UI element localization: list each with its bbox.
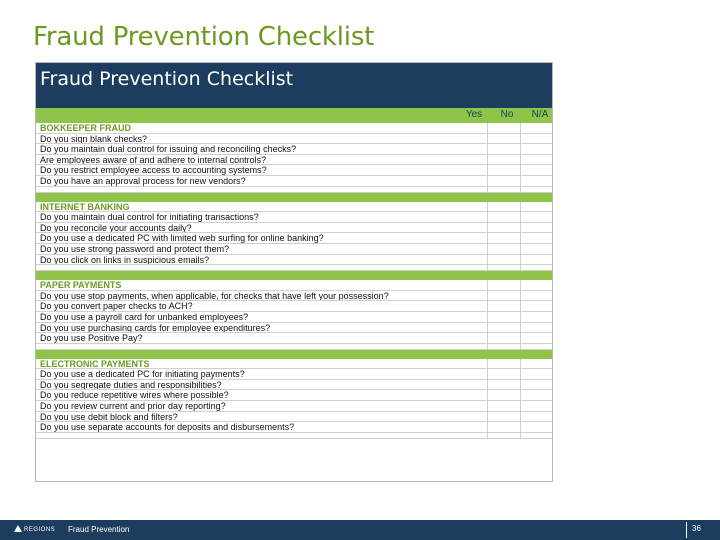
- question-text: Do you use stop payments, when applicable, for checks that have left your possession?: [40, 290, 389, 301]
- footer-divider: [686, 522, 687, 538]
- section-spacer: [36, 187, 552, 193]
- answer-cell-no[interactable]: [520, 412, 552, 422]
- checklist-row: [36, 223, 552, 234]
- checklist-row: [36, 312, 552, 323]
- checklist-row: [36, 333, 552, 344]
- section-heading: [36, 202, 552, 213]
- checklist-row: [36, 244, 552, 255]
- sheet-title: Fraud Prevention Checklist: [36, 63, 552, 108]
- section-heading: [36, 359, 552, 370]
- answer-cell-no[interactable]: [520, 369, 552, 379]
- checklist-row: [36, 212, 552, 223]
- answer-cell-yes[interactable]: [487, 390, 520, 400]
- section-heading: [36, 123, 552, 134]
- question-text: Do you use purchasing cards for employee expenditures?: [40, 322, 271, 333]
- section-divider-bar: [36, 193, 552, 202]
- answer-cell-yes[interactable]: [487, 323, 520, 333]
- checklist-row: [36, 233, 552, 244]
- answer-cell-yes[interactable]: [487, 255, 520, 265]
- question-text: Do you review current and prior day reporting?: [40, 401, 226, 412]
- section-heading-text: PAPER PAYMENTS: [40, 280, 122, 291]
- answer-cell-no[interactable]: [520, 155, 552, 165]
- question-text: Do you convert paper checks to ACH?: [40, 301, 193, 312]
- answer-cell-yes[interactable]: [487, 134, 520, 144]
- answer-cell-no[interactable]: [520, 291, 552, 301]
- checklist-body: [36, 123, 552, 439]
- page-number: 36: [692, 524, 701, 533]
- answer-cell-yes[interactable]: [487, 223, 520, 233]
- checklist-row: [36, 369, 552, 380]
- question-text: Do you use Positive Pay?: [40, 333, 143, 344]
- answer-cell-yes[interactable]: [487, 233, 520, 243]
- logo-triangle-icon: [14, 525, 22, 532]
- answer-cell-yes[interactable]: [487, 291, 520, 301]
- section-spacer: [36, 265, 552, 271]
- answer-cell-no[interactable]: [520, 422, 552, 432]
- answer-cell-no: [520, 123, 552, 133]
- answer-cell-yes[interactable]: [487, 422, 520, 432]
- answer-cell-no[interactable]: [520, 223, 552, 233]
- answer-cell-yes[interactable]: [487, 312, 520, 322]
- answer-cell-no: [520, 280, 552, 290]
- section-divider-bar: [36, 271, 552, 280]
- checklist-row: [36, 380, 552, 391]
- section-heading-text: ELECTRONIC PAYMENTS: [40, 358, 150, 369]
- question-text: Do you use debit block and filters?: [40, 411, 178, 422]
- answer-cell-yes[interactable]: [487, 244, 520, 254]
- answer-cell-no[interactable]: [520, 323, 552, 333]
- footer-bar: [0, 520, 720, 540]
- checklist-sheet: [35, 62, 553, 482]
- footer-label: Fraud Prevention: [68, 525, 130, 534]
- question-text: Do you maintain dual control for issuing and reconciling checks?: [40, 144, 297, 155]
- section-spacer: [36, 344, 552, 350]
- checklist-row: [36, 301, 552, 312]
- question-text: Do you use strong password and protect them?: [40, 243, 230, 254]
- question-text: Do you have an approval process for new vendors?: [40, 175, 246, 186]
- answer-cell-yes: [487, 280, 520, 290]
- answer-cell-yes[interactable]: [487, 176, 520, 186]
- answer-cell-no: [520, 359, 552, 369]
- answer-cell-yes[interactable]: [487, 144, 520, 154]
- answer-cell-no[interactable]: [520, 333, 552, 343]
- answer-cell-no[interactable]: [520, 244, 552, 254]
- answer-cell-yes: [487, 359, 520, 369]
- checklist-row: [36, 144, 552, 155]
- answer-cell-no[interactable]: [520, 401, 552, 411]
- answer-cell-no[interactable]: [520, 212, 552, 222]
- column-na: N/A: [531, 109, 549, 120]
- section-divider-bar: [36, 350, 552, 359]
- logo-text: REGIONS: [24, 527, 56, 533]
- question-text: Do you maintain dual control for initiating transactions?: [40, 212, 259, 223]
- answer-cell-no[interactable]: [520, 233, 552, 243]
- column-no: No: [500, 109, 514, 120]
- logo: [14, 525, 55, 533]
- answer-cell-yes[interactable]: [487, 333, 520, 343]
- section-heading-text: BOKKEEPER FRAUD: [40, 123, 132, 133]
- checklist-row: [36, 155, 552, 166]
- question-text: Do you use a payroll card for unbanked employees?: [40, 311, 249, 322]
- answer-cell-no[interactable]: [520, 390, 552, 400]
- column-header-bar: [36, 108, 552, 123]
- answer-cell-yes[interactable]: [487, 412, 520, 422]
- answer-cell-no[interactable]: [520, 312, 552, 322]
- question-text: Do you reduce repetitive wires where possible?: [40, 390, 229, 401]
- answer-cell-yes[interactable]: [487, 301, 520, 311]
- question-text: Are employees aware of and adhere to internal controls?: [40, 154, 267, 165]
- section-heading: [36, 280, 552, 291]
- checklist-row: [36, 412, 552, 423]
- question-text: Do you segregate duties and responsibilities?: [40, 379, 222, 390]
- answer-cell-yes[interactable]: [487, 380, 520, 390]
- answer-cell-yes[interactable]: [487, 165, 520, 175]
- answer-cell-yes[interactable]: [487, 401, 520, 411]
- question-text: Do you use a dedicated PC for initiating payments?: [40, 369, 245, 380]
- section-spacer: [36, 433, 552, 439]
- answer-cell-yes: [487, 202, 520, 212]
- checklist-row: [36, 291, 552, 302]
- question-text: Do you sign blank checks?: [40, 133, 148, 144]
- answer-cell-yes[interactable]: [487, 212, 520, 222]
- checklist-row: [36, 165, 552, 176]
- question-text: Do you restrict employee access to accounting systems?: [40, 165, 267, 176]
- checklist-row: [36, 401, 552, 412]
- answer-cell-yes[interactable]: [487, 369, 520, 379]
- checklist-row: [36, 176, 552, 187]
- answer-cell-no[interactable]: [520, 176, 552, 186]
- checklist-row: [36, 323, 552, 334]
- question-text: Do you reconcile your accounts daily?: [40, 222, 192, 233]
- question-text: Do you click on links in suspicious emails?: [40, 254, 210, 265]
- answer-cell-yes: [487, 123, 520, 133]
- answer-cell-no[interactable]: [520, 134, 552, 144]
- answer-cell-no[interactable]: [520, 144, 552, 154]
- question-text: Do you use a dedicated PC with limited web surfing for online banking?: [40, 233, 324, 244]
- answer-cell-no[interactable]: [520, 255, 552, 265]
- answer-cell-no[interactable]: [520, 301, 552, 311]
- checklist-row: [36, 255, 552, 266]
- checklist-row: [36, 134, 552, 145]
- column-yes: Yes: [465, 109, 483, 120]
- slide-title: Fraud Prevention Checklist: [33, 22, 375, 52]
- answer-cell-yes[interactable]: [487, 155, 520, 165]
- answer-cell-no[interactable]: [520, 165, 552, 175]
- answer-cell-no: [520, 202, 552, 212]
- section-heading-text: INTERNET BANKING: [40, 201, 130, 212]
- checklist-row: [36, 390, 552, 401]
- checklist-row: [36, 422, 552, 433]
- answer-cell-no[interactable]: [520, 380, 552, 390]
- question-text: Do you use separate accounts for deposits and disbursements?: [40, 422, 295, 433]
